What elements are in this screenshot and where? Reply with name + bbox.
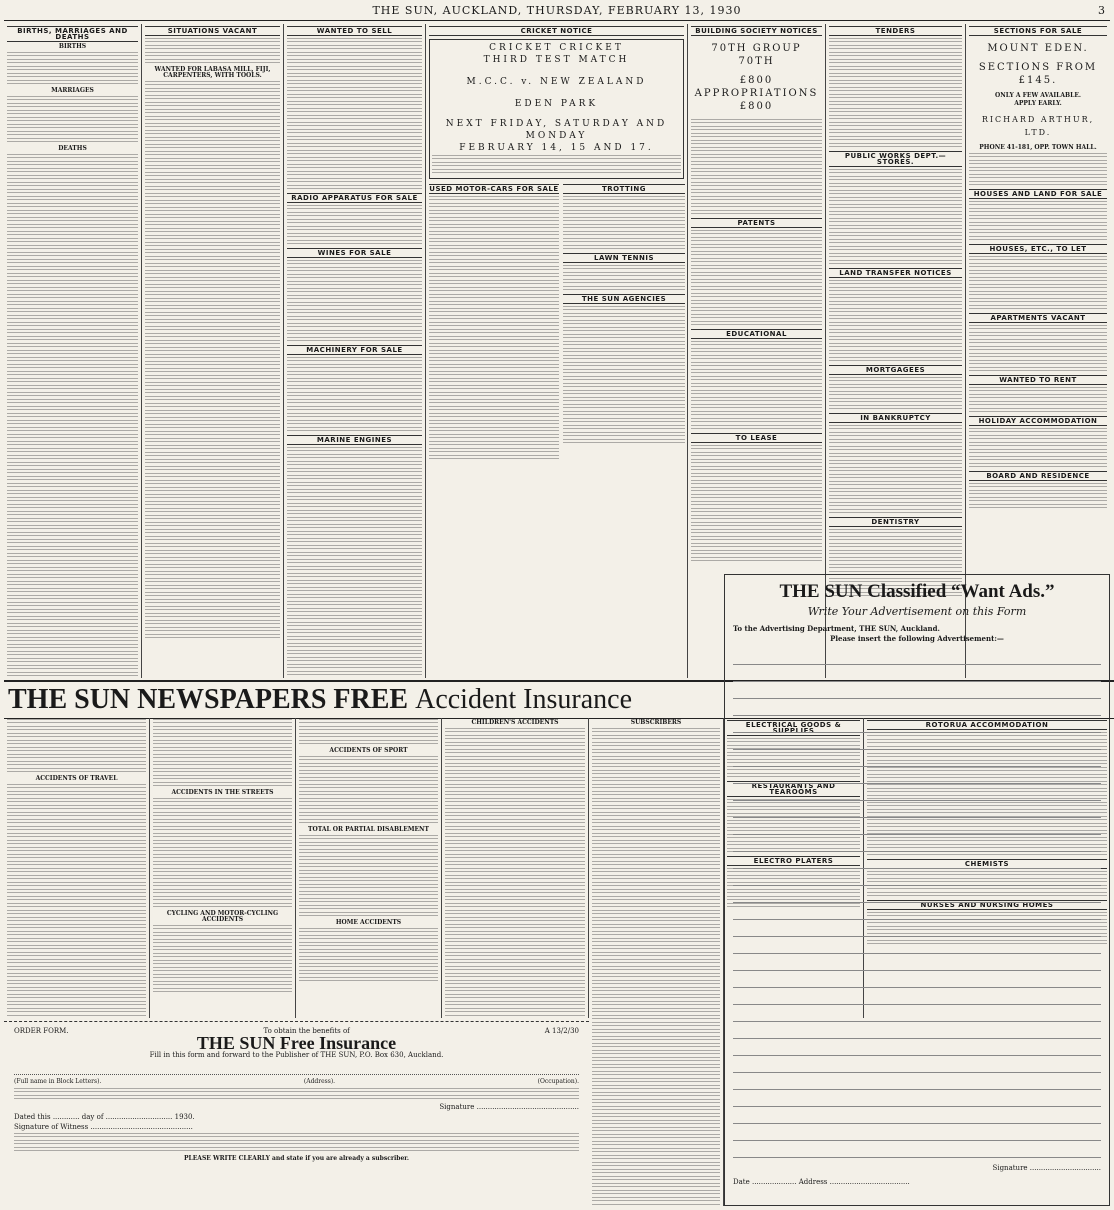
- want-ads-date-row[interactable]: Date .................... Address ....................................: [733, 1178, 910, 1186]
- richard-arthur-ad: RICHARD ARTHUR, LTD.: [981, 115, 1095, 137]
- to-lease-heading: TO LEASE: [691, 433, 822, 443]
- subscribers-col: [589, 718, 724, 1206]
- public-works-heading: PUBLIC WORKS DEPT.—STORES.: [829, 151, 962, 167]
- order-address-label: (Address).: [303, 1078, 336, 1085]
- dentistry-heading: DENTISTRY: [829, 517, 962, 527]
- order-day-label: day of: [81, 1113, 104, 1121]
- phone-text: PHONE 41-181, OPP. TOWN HALL.: [979, 144, 1097, 151]
- cricket-line-2: THIRD TEST MATCH: [483, 55, 630, 65]
- births-subheading: BIRTHS: [58, 43, 87, 50]
- apartments-heading: APARTMENTS VACANT: [969, 313, 1107, 323]
- cycling-heading: CYCLING AND MOTOR-CYCLING ACCIDENTS: [166, 910, 279, 923]
- insurance-col-1: [4, 718, 150, 1018]
- order-form-label: ORDER FORM.: [14, 1027, 69, 1035]
- deaths-subheading: DEATHS: [58, 145, 87, 152]
- trotting-heading: TROTTING: [563, 184, 685, 194]
- want-ads-please: Please insert the following Advertisement:—: [830, 634, 1004, 643]
- marriages-subheading: MARRIAGES: [51, 87, 94, 94]
- order-dated-label: Dated this: [14, 1113, 51, 1121]
- banner-accident: Accident Insurance: [415, 684, 632, 715]
- marine-heading: MARINE ENGINES: [287, 435, 422, 445]
- order-footer: PLEASE WRITE CLEARLY and state if you are already a subscriber.: [183, 1155, 410, 1162]
- wines-heading: WINES FOR SALE: [287, 248, 422, 258]
- order-occupation-label: (Occupation).: [537, 1078, 579, 1085]
- cricket-column: [426, 24, 688, 678]
- children-accidents-heading: CHILDREN'S ACCIDENTS: [471, 719, 559, 726]
- order-signature-label: Signature: [439, 1103, 475, 1111]
- want-ads-signature-label: Signature: [992, 1164, 1028, 1172]
- insurance-col-4: [442, 718, 589, 1018]
- chemists-heading: CHEMISTS: [867, 859, 1107, 869]
- births-heading: BIRTHS, MARRIAGES AND DEATHS: [7, 26, 138, 42]
- want-ads-form: [724, 574, 1110, 1206]
- cricket-notice-box: [429, 39, 684, 179]
- masthead-title: THE SUN, AUCKLAND, THURSDAY, FEBRUARY 13, 1930: [372, 4, 742, 17]
- wanted-to-sell-column: [284, 24, 426, 678]
- want-ads-address-label: Address: [798, 1178, 828, 1186]
- building-heading: BUILDING SOCIETY NOTICES: [691, 26, 822, 36]
- cricket-line-3: M.C.C. v. NEW ZEALAND: [466, 77, 647, 87]
- subscribers-heading: SUBSCRIBERS: [630, 719, 682, 726]
- want-ads-lines[interactable]: [733, 648, 1101, 1158]
- order-year: 1930.: [174, 1113, 195, 1121]
- order-witness-label: Signature of Witness: [14, 1123, 89, 1131]
- order-code: A 13/2/30: [544, 1027, 579, 1035]
- tenders-heading: TENDERS: [829, 26, 962, 36]
- order-name-label: (Full name in Block Letters).: [14, 1078, 102, 1085]
- insurance-col-2: [150, 718, 296, 1018]
- labasa-mill-ad: WANTED FOR LABASA MILL, FIJI, CARPENTERS, WITH TOOLS.: [154, 66, 271, 79]
- sections-heading: SECTIONS FOR SALE: [969, 26, 1107, 36]
- cricket-line-4: EDEN PARK: [514, 99, 599, 109]
- houses-to-let-heading: HOUSES, ETC., TO LET: [969, 244, 1107, 254]
- sun-agencies-heading: THE SUN AGENCIES: [563, 294, 685, 304]
- order-name-line[interactable]: [14, 1062, 579, 1075]
- order-dated-row[interactable]: Dated this ............ day of .............................. 1930.: [14, 1113, 195, 1121]
- sections-price-ad: SECTIONS FROM £145.: [978, 62, 1098, 86]
- masthead: [4, 4, 1110, 21]
- machinery-heading: MACHINERY FOR SALE: [287, 345, 422, 355]
- used-cars-heading: USED MOTOR-CARS FOR SALE: [429, 185, 559, 193]
- holiday-heading: HOLIDAY ACCOMMODATION: [969, 416, 1107, 426]
- home-accidents-heading: HOME ACCIDENTS: [335, 919, 402, 926]
- cricket-line-5: NEXT FRIDAY, SATURDAY AND MONDAY: [445, 119, 668, 141]
- electro-platers-heading: ELECTRO PLATERS: [727, 856, 860, 866]
- situations-heading: SITUATIONS VACANT: [145, 26, 280, 36]
- situations-column: [142, 24, 284, 678]
- educational-heading: EDUCATIONAL: [691, 329, 822, 339]
- banner-title: THE SUN NEWSPAPERS FREE: [8, 684, 409, 715]
- nurses-heading: NURSES AND NURSING HOMES: [867, 900, 1107, 910]
- lawn-tennis-heading: LAWN TENNIS: [563, 253, 685, 263]
- order-witness-row[interactable]: Signature of Witness ..............................................: [14, 1123, 193, 1131]
- cricket-line-6: FEBRUARY 14, 15 AND 17.: [459, 143, 654, 153]
- radio-heading: RADIO APPARATUS FOR SALE: [287, 193, 422, 203]
- order-signature-row[interactable]: Signature ..............................................: [439, 1103, 579, 1111]
- houses-heading: HOUSES AND LAND FOR SALE: [969, 189, 1107, 199]
- want-ads-to: To the Advertising Department, THE SUN, Auckland.: [733, 624, 940, 633]
- cricket-line-1: CRICKET CRICKET: [489, 43, 624, 53]
- only-few-text: ONLY A FEW AVAILABLE.: [994, 92, 1082, 99]
- used-cars-block: [429, 182, 559, 462]
- mount-eden-ad: MOUNT EDEN.: [987, 43, 1089, 54]
- order-obtain-text: To obtain the benefits of: [263, 1027, 350, 1035]
- want-ads-subtitle: Write Your Advertisement on this Form: [807, 605, 1027, 618]
- newspaper-page: [4, 4, 1110, 1206]
- mortgagee-heading: MORTGAGEES: [829, 365, 962, 375]
- order-title: THE SUN Free Insurance: [196, 1033, 397, 1053]
- patents-heading: PATENTS: [691, 218, 822, 228]
- board-heading: BOARD AND RESIDENCE: [969, 471, 1107, 481]
- want-ads-signature-row[interactable]: Signature ................................: [992, 1164, 1101, 1172]
- rotorua-heading: ROTORUA ACCOMMODATION: [867, 720, 1107, 730]
- group-70th: 70TH GROUP 70TH: [711, 43, 802, 67]
- accidents-travel-heading: ACCIDENTS OF TRAVEL: [35, 775, 118, 782]
- insurance-col-3: [296, 718, 442, 1018]
- wanted-rent-heading: WANTED TO RENT: [969, 375, 1107, 385]
- restaurants-heading: RESTAURANTS AND TEAROOMS: [727, 781, 860, 797]
- births-column: [4, 24, 142, 678]
- order-form: [4, 1021, 589, 1206]
- trotting-block: [563, 182, 685, 446]
- sport-heading: ACCIDENTS OF SPORT: [329, 747, 408, 754]
- order-instruction: Fill in this form and forward to the Publisher of THE SUN, P.O. Box 630, Auckland.: [149, 1051, 444, 1059]
- want-ads-title: THE SUN Classified “Want Ads.”: [779, 581, 1055, 602]
- page-number: 3: [1098, 4, 1106, 17]
- appropriations-ad: £800 APPROPRIATIONS £800: [694, 75, 819, 112]
- land-transfer-heading: LAND TRANSFER NOTICES: [829, 268, 962, 278]
- electrical-heading: ELECTRICAL GOODS & SUPPLIES: [727, 720, 860, 736]
- accidents-streets-heading: ACCIDENTS IN THE STREETS: [171, 789, 274, 796]
- bankruptcy-heading: IN BANKRUPTCY: [829, 413, 962, 423]
- cricket-heading: CRICKET NOTICE: [429, 26, 684, 36]
- apply-early-text: APPLY EARLY.: [1014, 100, 1062, 107]
- wanted-to-sell-heading: WANTED TO SELL: [287, 26, 422, 36]
- want-ads-date-label: Date: [733, 1178, 750, 1186]
- total-disablement-heading: TOTAL OR PARTIAL DISABLEMENT: [308, 826, 429, 833]
